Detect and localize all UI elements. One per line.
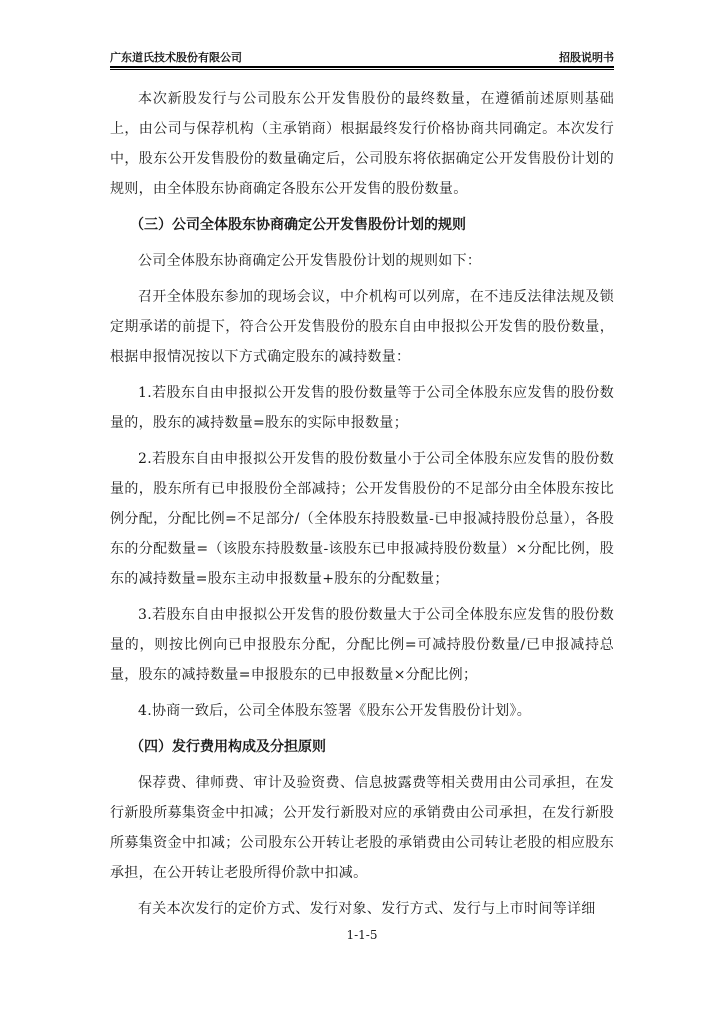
paragraph-details: 有关本次发行的定价方式、发行对象、发行方式、发行与上市时间等详细 xyxy=(138,901,596,917)
rule-item-2: 2.若股东自由申报拟公开发售的股份数量小于公司全体股东应发售的股份数量的，股东所有已申报股份全部减持；公开发售股份的不足部分由全体股东按比例分配，分配比例=不足部分/（全体股东持股数量-已申报减持股份总量），各股东的分配数量=（该股东持股数量-该股东已申报减持股份数量）×分配比例，股东的减持数量=股东主动申报数量+股东的分配数量； xyxy=(110,451,614,587)
rule-item-4: 4.协商一致后，公司全体股东签署《股东公开发售股份计划》。 xyxy=(138,703,532,719)
rule-item-3: 3.若股东自由申报拟公开发售的股份数量大于公司全体股东应发售的股份数量的，则按比例向已申报股东分配，分配比例=可减持股份数量/已申报减持总量，股东的减持数量=申报股东的已申报数量×分配比例； xyxy=(110,607,614,683)
page-number: 1-1-5 xyxy=(346,928,378,942)
header-divider-thin xyxy=(110,69,614,70)
paragraph-rules-intro: 公司全体股东协商确定公开发售股份计划的规则如下： xyxy=(138,253,482,269)
header-company-name: 广东道氏技术股份有限公司 xyxy=(110,51,242,64)
header-document-type: 招股说明书 xyxy=(559,51,614,64)
section-heading-3: （三）公司全体股东协商确定公开发售股份计划的规则 xyxy=(130,217,466,233)
rule-item-1: 1.若股东自由申报拟公开发售的股份数量等于公司全体股东应发售的股份数量的，股东的减持数量=股东的实际申报数量； xyxy=(110,385,614,431)
header-divider-thick xyxy=(110,66,614,68)
paragraph-meeting: 召开全体股东参加的现场会议，中介机构可以列席，在不违反法律法规及锁定期承诺的前提下，符合公开发售股份的股东自由申报拟公开发售的股份数量，根据申报情况按以下方式确定股东的减持数量： xyxy=(110,289,614,365)
section-heading-4: （四）发行费用构成及分担原则 xyxy=(130,739,326,755)
page-header xyxy=(110,49,614,67)
paragraph-final-quantity: 本次新股发行与公司股东公开发售股份的最终数量，在遵循前述原则基础上，由公司与保荐机构（主承销商）根据最终发行价格协商共同确定。本次发行中，股东公开发售股份的数量确定后，公司股东将依据确定公开发售股份计划的规则，由全体股东协商确定各股东公开发售的股份数量。 xyxy=(110,91,614,197)
document-body xyxy=(110,84,614,930)
paragraph-fees: 保荐费、律师费、审计及验资费、信息披露费等相关费用由公司承担，在发行新股所募集资金中扣减；公开发行新股对应的承销费由公司承担，在发行新股所募集资金中扣减；公司股东公开转让老股的承销费由公司转让老股的相应股东承担，在公开转让老股所得价款中扣减。 xyxy=(110,775,614,881)
